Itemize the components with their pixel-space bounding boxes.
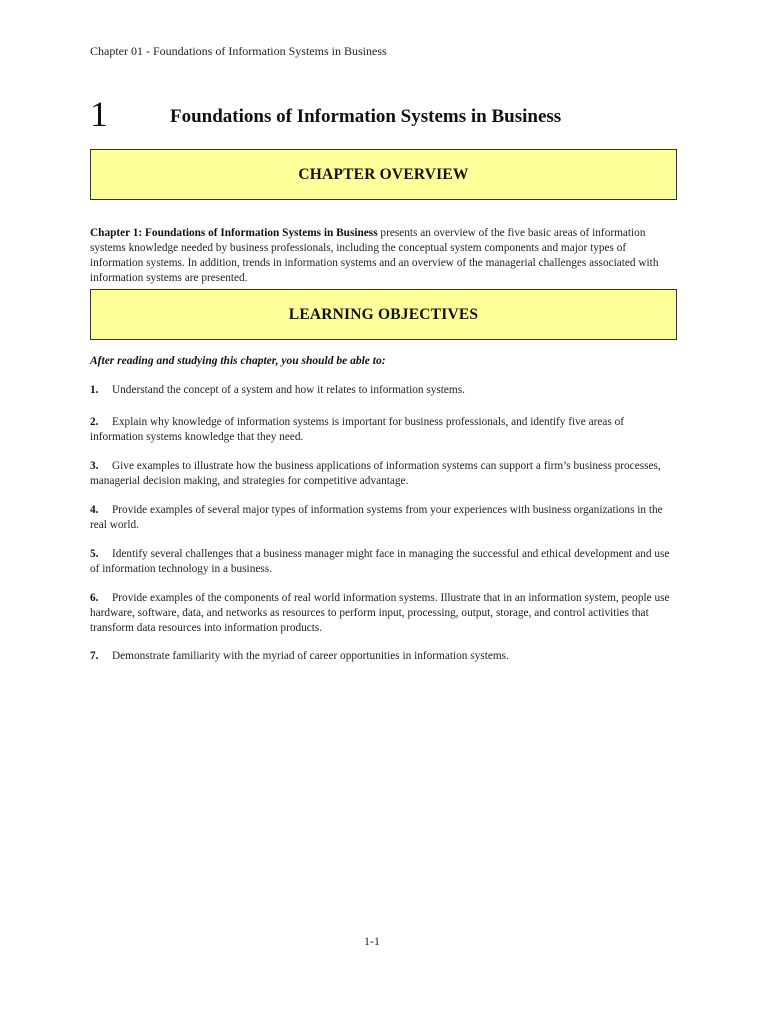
running-header: Chapter 01 - Foundations of Information Systems in Business [90, 44, 387, 58]
chapter-overview-heading: CHAPTER OVERVIEW [298, 165, 469, 183]
objective-item [90, 591, 680, 636]
chapter-number: 1 [90, 94, 108, 134]
page-number: 1-1 [364, 934, 380, 948]
learning-objectives-heading: LEARNING OBJECTIVES [288, 305, 479, 323]
objective-item [90, 415, 680, 445]
objective-text: Demonstrate familiarity with the myriad of career opportunities in information systems. [112, 650, 509, 662]
chapter-overview-banner [90, 149, 677, 200]
learning-objectives-banner [90, 289, 677, 340]
objective-item [90, 383, 465, 398]
chapter-heading [90, 94, 690, 134]
objective-number: 1. [90, 384, 99, 396]
overview-lead: Chapter 1: Foundations of Information Systems in Business [90, 227, 378, 240]
objective-text: Provide examples of the components of real world information systems. Illustrate that in an information system, people use hardware, software, data, and networks as resources to perform input, processing, output, storage, and control activities that transform data resources into information products. [90, 592, 670, 634]
objective-item [90, 503, 680, 533]
objective-item [90, 649, 509, 664]
objective-number: 4. [90, 504, 99, 516]
objective-number: 5. [90, 548, 99, 560]
objective-item [90, 547, 680, 577]
objective-text: Identify several challenges that a business manager might face in managing the successful and ethical development and use of information technology in a business. [90, 548, 670, 575]
objective-number: 2. [90, 416, 99, 428]
objective-item [90, 459, 680, 489]
chapter-title: Foundations of Information Systems in Business [170, 106, 562, 127]
overview-paragraph [90, 226, 678, 286]
objective-text: Provide examples of several major types of information systems from your experiences with business organizations in the real world. [90, 504, 663, 531]
objective-number: 3. [90, 460, 99, 472]
objective-number: 7. [90, 650, 99, 662]
objectives-intro: After reading and studying this chapter, you should be able to: [90, 355, 386, 367]
objective-text: Give examples to illustrate how the business applications of information systems can support a firm’s business processes, managerial decision making, and strategies for competitive advantage. [90, 460, 661, 487]
overview-body: presents an overview of the five basic areas of information systems knowledge needed by business professionals, including the conceptual system components and major types of information systems. In addition, trends in information systems and an overview of the managerial challenges associated with information systems are presented. [90, 227, 659, 285]
objective-text: Explain why knowledge of information systems is important for business professionals, and identify five areas of information systems knowledge that they need. [90, 416, 625, 443]
objective-text: Understand the concept of a system and how it relates to information systems. [112, 384, 465, 396]
objective-number: 6. [90, 592, 99, 604]
